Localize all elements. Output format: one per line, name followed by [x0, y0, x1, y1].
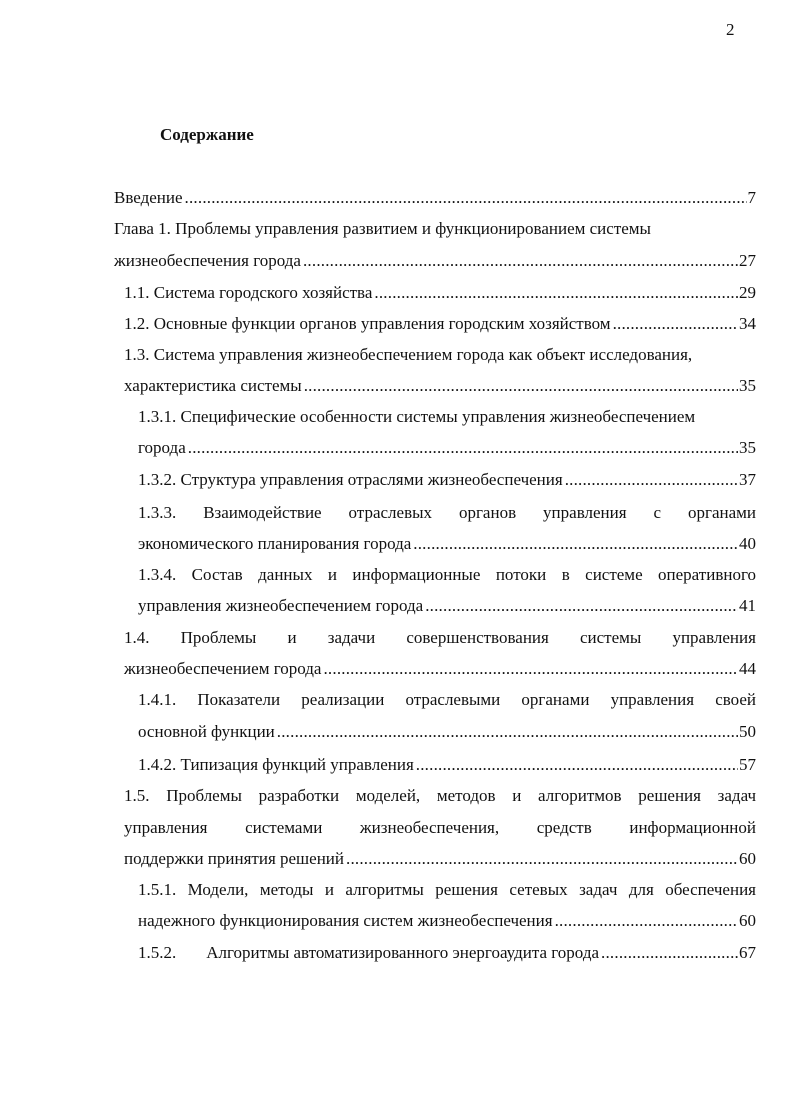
word: Взаимодействие — [203, 503, 322, 522]
page-number: 2 — [726, 20, 735, 39]
word: Проблемы — [180, 628, 257, 647]
toc-page-number: 27 — [739, 251, 756, 270]
toc-entry — [124, 283, 756, 303]
toc-entry — [138, 943, 756, 963]
toc-entry — [138, 722, 756, 742]
leader-dots — [413, 534, 738, 554]
toc-page-number: 57 — [739, 755, 756, 774]
toc-entry — [124, 849, 756, 869]
word: органов — [458, 503, 517, 522]
word: системы — [579, 628, 642, 647]
toc-entry-title: жизнеобеспечением города — [124, 659, 322, 678]
toc-entry — [138, 470, 756, 490]
leader-dots — [304, 376, 738, 396]
word: информационной — [629, 818, 756, 837]
toc-page-number: 35 — [739, 376, 756, 395]
toc-entry-title: управления жизнеобеспечением города — [138, 596, 424, 615]
toc-entry-line — [124, 628, 756, 648]
toc-entry-title: экономического планирования города — [138, 534, 412, 553]
toc-entry-line: Глава 1. Проблемы управления развитием и функционированием системы — [114, 219, 651, 238]
toc-page-number: 60 — [739, 849, 756, 868]
toc-entry-line — [124, 818, 756, 838]
toc-page-number: 7 — [747, 188, 756, 207]
leader-dots — [555, 911, 738, 931]
toc-page-number: 67 — [739, 943, 756, 962]
toc-entry-title: основной функции — [138, 722, 275, 741]
leader-dots — [188, 438, 738, 458]
toc-entry — [124, 314, 756, 334]
toc-entry-line: 1.4.1. Показатели реализации отраслевыми органами управления своей — [138, 690, 756, 709]
word: управления — [543, 503, 627, 522]
toc-entry-title: жизнеобеспечения города — [114, 251, 301, 270]
leader-dots — [185, 188, 747, 208]
toc-page-number: 40 — [739, 534, 756, 553]
toc-entry-line: 1.5. Проблемы разработки моделей, методов и алгоритмов решения задач — [124, 786, 756, 805]
word: системами — [245, 818, 323, 837]
leader-dots — [565, 470, 738, 490]
word: и — [287, 628, 297, 647]
toc-entry — [114, 188, 756, 208]
toc-entry-line: 1.5.1. Модели, методы и алгоритмы решения сетевых задач для обеспечения — [138, 880, 756, 899]
word: с — [653, 503, 662, 522]
word: совершенствования — [406, 628, 549, 647]
toc-entry-title: 1.4.2. Типизация функций управления — [138, 755, 414, 774]
leader-dots — [374, 283, 738, 303]
toc-page-number: 50 — [739, 722, 756, 741]
word: 1.4. — [124, 628, 150, 647]
toc-entry — [114, 251, 756, 271]
toc-entry-title: 1.1. Система городского хозяйства — [124, 283, 373, 302]
toc-entry — [138, 438, 756, 458]
leader-dots — [323, 659, 738, 679]
toc-entry-line: 1.3.4. Состав данных и информационные потоки в системе оперативного — [138, 565, 756, 584]
toc-entry — [138, 534, 756, 554]
toc-entry — [138, 911, 756, 931]
word: жизнеобеспечения, — [359, 818, 500, 837]
leader-dots — [601, 943, 738, 963]
toc-entry — [138, 596, 756, 616]
toc-page-number: 35 — [739, 438, 756, 457]
toc-entry-title: 1.3.2. Структура управления отраслями жизнеобеспечения — [138, 470, 563, 489]
toc-entry-line — [138, 503, 756, 523]
word: отраслевых — [348, 503, 433, 522]
toc-page-number: 29 — [739, 283, 756, 302]
toc-entry-line: 1.3. Система управления жизнеобеспечением города как объект исследования, — [124, 345, 693, 364]
toc-entry-title: 1.2. Основные функции органов управления городским хозяйством — [124, 314, 611, 333]
word: задачи — [327, 628, 376, 647]
leader-dots — [613, 314, 738, 334]
toc-entry-title: поддержки принятия решений — [124, 849, 344, 868]
toc-entry-title: города — [138, 438, 186, 457]
toc-entry — [138, 755, 756, 775]
toc-page-number: 41 — [739, 596, 756, 615]
word: 1.3.3. — [138, 503, 177, 522]
toc-entry-line: 1.3.1. Специфические особенности системы управления жизнеобеспечением — [138, 407, 696, 426]
word: средств — [536, 818, 592, 837]
toc-entry-title: Введение — [114, 188, 183, 207]
word: управления — [124, 818, 208, 837]
toc-page-number: 44 — [739, 659, 756, 678]
toc-entry — [124, 659, 756, 679]
leader-dots — [416, 755, 738, 775]
leader-dots — [303, 251, 738, 271]
leader-dots — [277, 722, 738, 742]
toc-page-number: 34 — [739, 314, 756, 333]
toc-entry-number: 1.5.2. — [138, 943, 177, 962]
toc-entry-title: характеристика системы — [124, 376, 302, 395]
toc-entry-title: надежного функционирования систем жизнеобеспечения — [138, 911, 553, 930]
toc-entry-title: Алгоритмы автоматизированного энергоаудита города — [206, 943, 600, 962]
toc-page-number: 37 — [739, 470, 756, 489]
leader-dots — [425, 596, 738, 616]
word: управления — [672, 628, 756, 647]
page-title: Содержание — [160, 125, 254, 144]
word: органами — [687, 503, 756, 522]
toc-page-number: 60 — [739, 911, 756, 930]
toc-entry — [124, 376, 756, 396]
leader-dots — [346, 849, 738, 869]
